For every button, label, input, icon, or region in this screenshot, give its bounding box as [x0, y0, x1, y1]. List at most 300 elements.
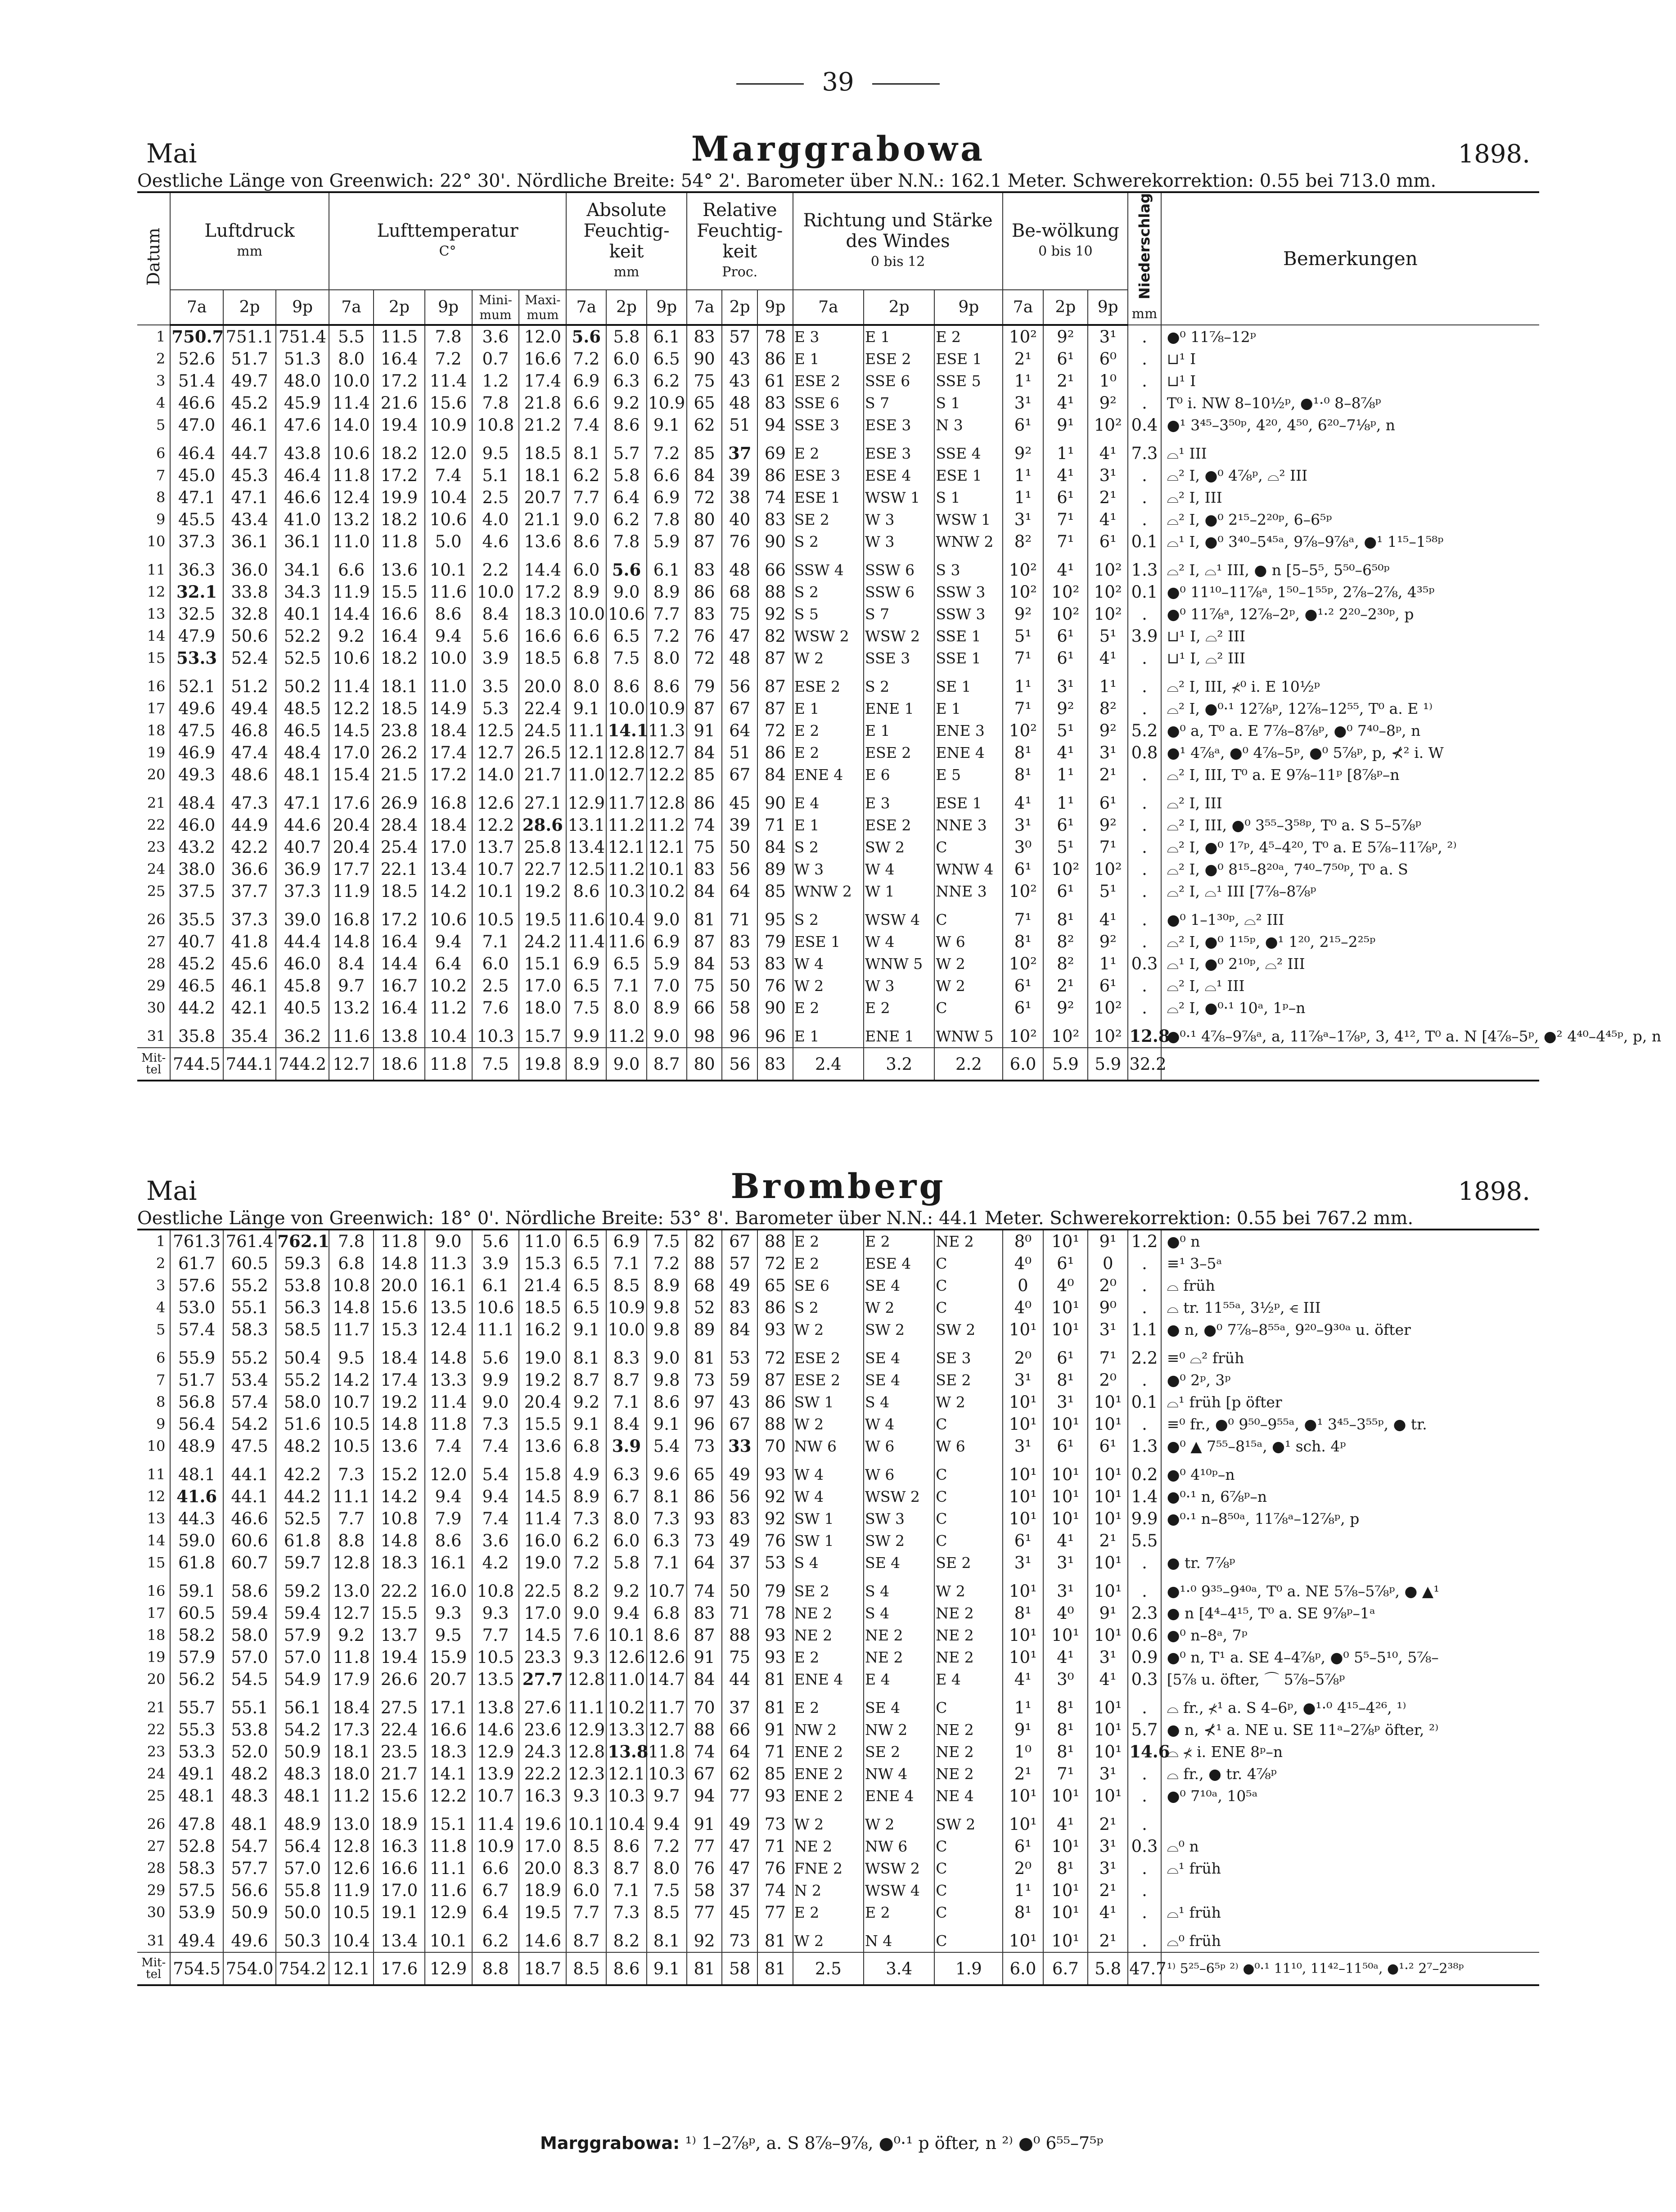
table-cell: 9.7 — [329, 975, 374, 997]
table-cell: 7.2 — [647, 625, 687, 647]
table-cell: 5.0 — [425, 531, 472, 553]
table-cell: 18.5 — [519, 1297, 566, 1319]
table-cell: 9.0 — [566, 1602, 606, 1624]
table-cell: 11.6 — [329, 1019, 374, 1048]
table-cell: SW 1 — [793, 1530, 864, 1552]
remarks-cell: ● n, ⊀¹ a. NE u. SE 11ᵃ–2⅞ᵖ öfter, ²⁾ — [1161, 1719, 1539, 1741]
table-cell: 1¹ — [1043, 786, 1088, 814]
table-cell: 3.9 — [472, 1252, 519, 1275]
table-cell: 48.1 — [170, 1457, 223, 1486]
table-cell: 52.5 — [276, 647, 329, 669]
table-cell: 10.6 — [425, 509, 472, 531]
table-cell: 83 — [687, 325, 722, 348]
table-cell: 3.9 — [1128, 625, 1161, 647]
table-cell: 9.2 — [329, 625, 374, 647]
table-cell: 10.5 — [472, 1646, 519, 1668]
table-cell: 14.8 — [374, 1413, 424, 1435]
table-cell: 6.5 — [566, 1297, 606, 1319]
table-cell: 12.8 — [329, 1835, 374, 1857]
table-cell: . — [1128, 1763, 1161, 1785]
remarks-cell: ⌓ ⊀ i. ENE 8ᵖ–n — [1161, 1741, 1539, 1763]
remarks-cell: ●⁰ 11⅞ᵃ, 12⅞–2ᵖ, ●¹·² 2²⁰–2³⁰ᵖ, p — [1161, 603, 1539, 625]
table-cell: 7.8 — [425, 325, 472, 348]
table-cell: 16.3 — [374, 1835, 424, 1857]
table-cell: C — [934, 1857, 1003, 1879]
table-cell: 46.5 — [276, 720, 329, 742]
table-cell: ESE 1 — [934, 348, 1003, 370]
table-cell: 48.1 — [170, 1785, 223, 1807]
table-cell: 14.2 — [374, 1486, 424, 1508]
table-cell: 57.4 — [223, 1391, 276, 1413]
table-cell: 14.2 — [425, 880, 472, 902]
remarks-cell: ⌓² I, III, T⁰ a. E 9⅞–11ᵖ [8⅞ᵖ–n — [1161, 764, 1539, 786]
table-row — [137, 1369, 1539, 1391]
table-cell: 2¹ — [1088, 487, 1128, 509]
mittel-cell: 19.8 — [519, 1048, 566, 1081]
table-cell: ESE 4 — [864, 1252, 934, 1275]
table-cell: 11.2 — [647, 814, 687, 836]
table-cell: 55.3 — [170, 1719, 223, 1741]
table-cell: 3¹ — [1043, 1574, 1088, 1602]
table-cell: 3.6 — [472, 1530, 519, 1552]
table-cell: 22.7 — [519, 858, 566, 880]
table-cell: W 4 — [793, 953, 864, 975]
table-cell: . — [1128, 880, 1161, 902]
table-cell: 16.6 — [374, 1857, 424, 1879]
table-cell: 75 — [687, 836, 722, 858]
table-cell: 94 — [757, 414, 793, 436]
date-cell: 25 — [147, 883, 166, 900]
remarks-cell: ⌓² I, ●⁰ 2¹⁵–2²⁰ᵖ, 6–6⁵ᵖ — [1161, 509, 1539, 531]
table-cell: 15.1 — [425, 1807, 472, 1835]
table-row — [137, 858, 1539, 880]
table-cell: 66 — [757, 553, 793, 581]
table-cell: 74 — [687, 1574, 722, 1602]
mittel-cell: 17.6 — [374, 1952, 424, 1985]
table-cell: 4¹ — [1043, 1530, 1088, 1552]
header-2p: 2p — [606, 290, 646, 325]
table-cell: N 4 — [864, 1924, 934, 1952]
table-cell: 4¹ — [1003, 1668, 1043, 1690]
table-cell: 15.5 — [374, 581, 424, 603]
table-cell: 58.5 — [276, 1319, 329, 1341]
table-cell: SW 2 — [864, 836, 934, 858]
table-cell: 8¹ — [1003, 1602, 1043, 1624]
table-cell: 2¹ — [1088, 1924, 1128, 1952]
observation-rows — [137, 1230, 1539, 1985]
table-cell: 10.4 — [425, 487, 472, 509]
table-cell: 11.0 — [566, 764, 606, 786]
table-cell: 10.5 — [329, 1413, 374, 1435]
table-cell: W 2 — [793, 1413, 864, 1435]
table-cell: 761.4 — [223, 1230, 276, 1252]
table-cell: 35.8 — [170, 1019, 223, 1048]
table-cell: 86 — [687, 1486, 722, 1508]
table-cell: 8¹ — [1003, 1901, 1043, 1924]
table-cell: 5.2 — [1128, 720, 1161, 742]
table-cell: 49.1 — [170, 1763, 223, 1785]
table-cell: 86 — [687, 581, 722, 603]
table-cell: 19.6 — [519, 1807, 566, 1835]
remarks-cell: ●⁰ n, T¹ a. SE 4–4⅞ᵖ, ●⁰ 5⁵–5¹⁰, 5⅞– — [1161, 1646, 1539, 1668]
table-cell: 11.6 — [425, 1879, 472, 1901]
table-cell: 10.2 — [425, 975, 472, 997]
table-cell: 8¹ — [1003, 931, 1043, 953]
table-cell: C — [934, 1508, 1003, 1530]
remarks-cell: ●⁰ a, T⁰ a. E 7⅞–8⅞ᵖ, ●⁰ 7⁴⁰–8ᵖ, n — [1161, 720, 1539, 742]
table-cell: 3⁰ — [1043, 1668, 1088, 1690]
mittel-cell: 1.9 — [934, 1952, 1003, 1985]
table-cell: WSW 2 — [864, 1857, 934, 1879]
table-cell: 10.9 — [472, 1835, 519, 1857]
table-cell: 2.5 — [472, 487, 519, 509]
date-cell: 27 — [147, 933, 166, 951]
table-cell: 0.3 — [1128, 1835, 1161, 1857]
table-cell: 37.3 — [170, 531, 223, 553]
mittel-cell: 6.7 — [1043, 1952, 1088, 1985]
table-row — [137, 1624, 1539, 1646]
table-cell: 84 — [687, 742, 722, 764]
date-cell: 19 — [147, 1649, 166, 1666]
table-cell: . — [1128, 1807, 1161, 1835]
table-cell: 12.1 — [647, 836, 687, 858]
table-cell: 6.2 — [606, 509, 646, 531]
mittel-cell: 2.5 — [793, 1952, 864, 1985]
table-cell: 10.9 — [606, 1297, 646, 1319]
table-cell: 87 — [687, 931, 722, 953]
table-cell: 50.9 — [223, 1901, 276, 1924]
table-cell: 10¹ — [1003, 1785, 1043, 1807]
table-cell: 8.1 — [647, 1486, 687, 1508]
table-cell: 10¹ — [1088, 1574, 1128, 1602]
station-name: Bromberg — [730, 1166, 946, 1206]
table-cell: ENE 2 — [793, 1741, 864, 1763]
table-cell: 8.6 — [647, 1391, 687, 1413]
table-cell: 1¹ — [1003, 1690, 1043, 1719]
table-cell: 8.0 — [606, 1508, 646, 1530]
table-cell: 9.0 — [606, 581, 646, 603]
table-cell: 53 — [722, 953, 757, 975]
table-cell: W 2 — [934, 1391, 1003, 1413]
mittel-cell: 744.1 — [223, 1048, 276, 1081]
table-cell: 73 — [687, 1435, 722, 1457]
table-cell: E 4 — [864, 1668, 934, 1690]
table-cell: WSW 2 — [864, 625, 934, 647]
table-cell: 56 — [722, 1486, 757, 1508]
table-cell: 8.9 — [647, 1275, 687, 1297]
table-cell: 12.8 — [329, 1552, 374, 1574]
table-cell: 4¹ — [1043, 392, 1088, 414]
table-cell: 96 — [757, 1019, 793, 1048]
table-cell: 17.1 — [425, 1690, 472, 1719]
table-cell: 11.5 — [374, 325, 424, 348]
table-cell: 11.2 — [606, 1019, 646, 1048]
table-cell: 57.7 — [223, 1857, 276, 1879]
table-cell: 751.1 — [223, 325, 276, 348]
table-cell: 55.9 — [170, 1341, 223, 1369]
table-cell: E 1 — [934, 698, 1003, 720]
table-cell: 79 — [687, 669, 722, 698]
table-cell: 11.9 — [329, 880, 374, 902]
table-cell: 7.3 — [566, 1508, 606, 1530]
table-cell: 34.3 — [276, 581, 329, 603]
table-cell: 9¹ — [1088, 1230, 1128, 1252]
table-cell: 10.4 — [606, 1807, 646, 1835]
table-cell: 10² — [1088, 581, 1128, 603]
table-cell: 11.4 — [425, 370, 472, 392]
table-cell: WNW 4 — [934, 858, 1003, 880]
table-cell: ESE 4 — [864, 464, 934, 487]
table-cell: C — [934, 1901, 1003, 1924]
table-cell: 12.7 — [647, 742, 687, 764]
table-cell: 8.0 — [606, 997, 646, 1019]
table-cell: 0.3 — [1128, 1668, 1161, 1690]
table-row — [137, 764, 1539, 786]
table-cell: 10.3 — [472, 1019, 519, 1048]
date-cell: 12 — [147, 583, 166, 601]
table-cell: 7¹ — [1043, 1763, 1088, 1785]
table-cell: 1¹ — [1003, 487, 1043, 509]
table-cell: 1.1 — [1128, 1319, 1161, 1341]
table-cell: 6.2 — [566, 1530, 606, 1552]
table-cell: C — [934, 1457, 1003, 1486]
remarks-cell: ⌓⁰ n — [1161, 1835, 1539, 1857]
table-cell: 9.5 — [329, 1341, 374, 1369]
table-cell: 48 — [722, 647, 757, 669]
table-cell: SE 6 — [793, 1275, 864, 1297]
table-cell: 9⁰ — [1088, 1297, 1128, 1319]
table-cell: 11.1 — [425, 1857, 472, 1879]
table-cell: 10¹ — [1043, 1486, 1088, 1508]
table-cell: 93 — [757, 1457, 793, 1486]
table-cell: 10.1 — [425, 553, 472, 581]
remarks-cell: ⊔¹ I, ⌓² III — [1161, 625, 1539, 647]
table-cell: N 2 — [793, 1879, 864, 1901]
table-row — [137, 997, 1539, 1019]
table-cell: 6.8 — [329, 1252, 374, 1275]
table-cell: 8.0 — [329, 348, 374, 370]
table-cell: 11.1 — [329, 1486, 374, 1508]
remarks-cell: ● tr. 7⅞ᵖ — [1161, 1552, 1539, 1574]
table-cell: 32.1 — [170, 581, 223, 603]
table-cell: 18.2 — [374, 647, 424, 669]
table-cell: 7.1 — [606, 975, 646, 997]
table-cell: SSE 6 — [793, 392, 864, 414]
table-cell: 90 — [757, 997, 793, 1019]
table-cell: 60.5 — [170, 1602, 223, 1624]
table-cell: 1¹ — [1003, 1879, 1043, 1901]
table-cell: . — [1128, 836, 1161, 858]
remarks-cell: ⊔¹ I, ⌓² III — [1161, 647, 1539, 669]
table-cell: 59.2 — [276, 1574, 329, 1602]
table-cell: . — [1128, 392, 1161, 414]
table-cell: 50 — [722, 975, 757, 997]
table-row — [137, 1530, 1539, 1552]
table-cell: S 4 — [864, 1391, 934, 1413]
table-cell: 20.4 — [329, 814, 374, 836]
table-cell: 62 — [687, 414, 722, 436]
table-cell: 1.2 — [1128, 1230, 1161, 1252]
table-cell: . — [1128, 348, 1161, 370]
table-cell: 4⁰ — [1003, 1297, 1043, 1319]
table-cell: 17.2 — [374, 902, 424, 931]
table-cell: S 2 — [793, 581, 864, 603]
table-cell: 11.4 — [329, 669, 374, 698]
table-cell: 2.5 — [472, 975, 519, 997]
table-cell: 9.3 — [566, 1785, 606, 1807]
table-cell: SE 2 — [864, 1741, 934, 1763]
table-cell: 12.2 — [647, 764, 687, 786]
table-cell: 12.7 — [329, 1602, 374, 1624]
table-cell: 83 — [687, 603, 722, 625]
table-row — [137, 1341, 1539, 1369]
table-cell: ESE 2 — [864, 814, 934, 836]
remarks-cell: ⌓² I, ●⁰·¹ 10ᵃ, 1ᵖ–n — [1161, 997, 1539, 1019]
table-cell: 14.2 — [329, 1369, 374, 1391]
table-cell: 9.1 — [566, 698, 606, 720]
table-cell: 48.6 — [223, 764, 276, 786]
table-cell: . — [1128, 325, 1161, 348]
table-cell: 90 — [757, 531, 793, 553]
date-cell: 13 — [147, 605, 166, 623]
table-cell: 64 — [722, 720, 757, 742]
table-cell: 77 — [687, 1901, 722, 1924]
remarks-cell: ⊔¹ I — [1161, 370, 1539, 392]
date-cell: 13 — [147, 1510, 166, 1527]
table-cell: 9.4 — [606, 1602, 646, 1624]
table-row — [137, 370, 1539, 392]
station-block-bromberg — [137, 1166, 1539, 1986]
table-cell: 11.7 — [606, 786, 646, 814]
table-cell: WSW 1 — [934, 509, 1003, 531]
table-cell: 14.9 — [425, 698, 472, 720]
table-cell: 6.1 — [647, 553, 687, 581]
table-cell: 45.6 — [223, 953, 276, 975]
table-cell: 58.6 — [223, 1574, 276, 1602]
table-cell: 9.2 — [606, 392, 646, 414]
table-cell: 10¹ — [1088, 1741, 1128, 1763]
table-cell: 8.7 — [566, 1924, 606, 1952]
table-cell: 0.6 — [1128, 1624, 1161, 1646]
table-cell: 7.4 — [566, 414, 606, 436]
table-cell: 60.5 — [223, 1252, 276, 1275]
table-cell: 48.3 — [276, 1763, 329, 1785]
table-row — [137, 348, 1539, 370]
remarks-cell: ●⁰ 2ᵖ, 3ᵖ — [1161, 1369, 1539, 1391]
table-cell: 48.0 — [276, 370, 329, 392]
table-cell: 21.2 — [519, 414, 566, 436]
table-cell: 59.1 — [170, 1574, 223, 1602]
header-2p: 2p — [722, 290, 757, 325]
table-cell: 6¹ — [1043, 348, 1088, 370]
table-cell: 10² — [1088, 997, 1128, 1019]
table-cell: W 2 — [793, 975, 864, 997]
table-cell: 47 — [722, 625, 757, 647]
table-cell: 83 — [757, 509, 793, 531]
table-cell: 4¹ — [1088, 436, 1128, 464]
table-cell: 3.9 — [606, 1435, 646, 1457]
table-cell: 11.8 — [647, 1741, 687, 1763]
table-cell: 92 — [757, 603, 793, 625]
table-cell: 44.1 — [223, 1457, 276, 1486]
table-cell: 45.5 — [170, 509, 223, 531]
table-cell: ESE 2 — [793, 1369, 864, 1391]
header-7a: 7a — [793, 290, 864, 325]
header-lufttemperatur: Lufttemperatur C° — [329, 192, 567, 290]
table-cell: ESE 3 — [793, 464, 864, 487]
table-cell: 72 — [757, 720, 793, 742]
table-cell: 86 — [757, 1391, 793, 1413]
table-cell: 19.9 — [374, 487, 424, 509]
table-cell: 50.4 — [276, 1341, 329, 1369]
mittel-cell: 7.5 — [472, 1048, 519, 1081]
date-cell: 21 — [147, 794, 166, 812]
table-cell: E 1 — [793, 814, 864, 836]
table-cell: 6.0 — [606, 348, 646, 370]
mittel-cell: 5.8 — [1088, 1952, 1128, 1985]
table-cell: 49 — [722, 1275, 757, 1297]
remarks-cell: ●⁰ ▲ 7⁵⁵–8¹⁵ᵃ, ●¹ sch. 4ᵖ — [1161, 1435, 1539, 1457]
table-cell: 10.6 — [425, 902, 472, 931]
remarks-cell: ●⁰ 11¹⁰–11⅞ᵃ, 1⁵⁰–1⁵⁵ᵖ, 2⅞–2⅞, 4³⁵ᵖ — [1161, 581, 1539, 603]
table-row — [137, 1319, 1539, 1341]
table-cell: 48.4 — [170, 786, 223, 814]
table-cell: 5¹ — [1043, 836, 1088, 858]
remarks-cell: ●⁰ 1–1³⁰ᵖ, ⌓² III — [1161, 902, 1539, 931]
table-cell: 5.8 — [606, 325, 646, 348]
table-cell: 8² — [1043, 931, 1088, 953]
table-cell: 45.0 — [170, 464, 223, 487]
table-cell: 9.4 — [425, 625, 472, 647]
table-cell: 16.1 — [425, 1275, 472, 1297]
table-cell: 81 — [757, 1668, 793, 1690]
date-cell: 11 — [147, 1466, 166, 1483]
date-cell: 3 — [156, 1277, 166, 1294]
table-cell: 86 — [687, 786, 722, 814]
table-cell: 74 — [687, 814, 722, 836]
table-cell: 2⁰ — [1088, 1369, 1128, 1391]
table-row — [137, 581, 1539, 603]
table-cell: 9.3 — [566, 1646, 606, 1668]
table-cell: 761.3 — [170, 1230, 223, 1252]
table-cell: SSE 1 — [934, 647, 1003, 669]
table-cell: 85 — [687, 764, 722, 786]
date-cell: 30 — [147, 1904, 166, 1921]
table-cell: W 3 — [864, 509, 934, 531]
table-cell: 14.7 — [647, 1668, 687, 1690]
table-cell: 3.6 — [472, 325, 519, 348]
table-cell: 28.4 — [374, 814, 424, 836]
table-cell: W 2 — [934, 1574, 1003, 1602]
table-cell: 13.8 — [606, 1741, 646, 1763]
table-cell: SW 3 — [864, 1508, 934, 1530]
table-cell: 56.4 — [170, 1413, 223, 1435]
table-row — [137, 1275, 1539, 1297]
year-label: 1898. — [1458, 140, 1530, 169]
table-cell: E 1 — [793, 698, 864, 720]
mittel-cell: 2.2 — [934, 1048, 1003, 1081]
table-cell: 22.2 — [519, 1763, 566, 1785]
table-cell: 7.2 — [566, 348, 606, 370]
header-minimum: Mini-mum — [472, 290, 519, 325]
table-cell: 42.2 — [276, 1457, 329, 1486]
table-cell: 18.0 — [329, 1763, 374, 1785]
table-cell: 36.1 — [223, 531, 276, 553]
table-cell: 50.6 — [223, 625, 276, 647]
table-row — [137, 1297, 1539, 1319]
table-cell: 1⁰ — [1003, 1741, 1043, 1763]
table-cell: 65 — [687, 392, 722, 414]
